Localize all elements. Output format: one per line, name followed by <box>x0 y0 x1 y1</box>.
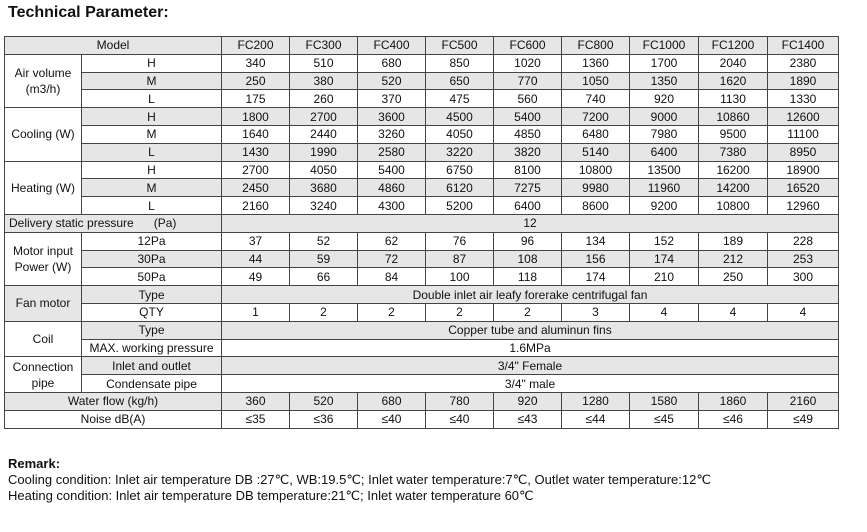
value-cell: 7275 <box>494 179 562 197</box>
value-cell: 3240 <box>290 197 358 215</box>
value-cell: 2700 <box>222 161 290 179</box>
value-cell: 2450 <box>222 179 290 197</box>
value-cell: 1890 <box>768 72 839 90</box>
value-cell: 4850 <box>494 125 562 143</box>
value-cell: 12960 <box>768 197 839 215</box>
cooling-condition: Cooling condition: Inlet air temperature DB :27℃, WB:19.5℃; Inlet water temperature:7℃, Outlet water temperature:12℃ <box>8 472 711 487</box>
table-row <box>5 250 839 268</box>
coil-label: Coil <box>5 321 82 357</box>
value-cell: 10800 <box>562 161 630 179</box>
water-flow-label: Water flow (kg/h) <box>5 392 222 410</box>
table-row <box>5 161 839 179</box>
value-cell: 13500 <box>630 161 699 179</box>
value-cell: 4 <box>630 303 699 321</box>
value-cell: 18900 <box>768 161 839 179</box>
value-cell: 174 <box>630 250 699 268</box>
value-cell: 560 <box>494 90 562 108</box>
value-cell: 49 <box>222 268 290 286</box>
value-cell: 8100 <box>494 161 562 179</box>
delivery-pressure-label: Delivery static pressure (Pa) <box>5 214 222 232</box>
value-cell: 520 <box>290 392 358 410</box>
table-row <box>5 54 839 72</box>
heating-label: Heating (W) <box>5 161 82 214</box>
value-cell: 9980 <box>562 179 630 197</box>
value-cell: 250 <box>222 72 290 90</box>
value-cell: 1050 <box>562 72 630 90</box>
value-cell: 37 <box>222 232 290 250</box>
value-cell: 7980 <box>630 125 699 143</box>
value-cell: 2160 <box>768 392 839 410</box>
value-cell: 76 <box>426 232 494 250</box>
model-header: FC200 <box>222 37 290 55</box>
value-cell: 3820 <box>494 143 562 161</box>
value-cell: 4860 <box>358 179 426 197</box>
sub-label: QTY <box>82 303 222 321</box>
value-cell: ≤44 <box>562 410 630 428</box>
noise-label: Noise dB(A) <box>5 410 222 428</box>
motor-power-label: Motor input Power (W) <box>5 232 82 285</box>
value-cell: 650 <box>426 72 494 90</box>
value-cell: 1580 <box>630 392 699 410</box>
value-cell: 1350 <box>630 72 699 90</box>
value-cell: 72 <box>358 250 426 268</box>
value-cell: 6480 <box>562 125 630 143</box>
value-cell: 9500 <box>699 125 768 143</box>
value-cell: 8950 <box>768 143 839 161</box>
value-cell: 250 <box>699 268 768 286</box>
sub-label: H <box>82 108 222 126</box>
header-row <box>5 37 839 55</box>
sub-label: L <box>82 197 222 215</box>
sub-label: MAX. working pressure <box>82 339 222 357</box>
value-cell: 1800 <box>222 108 290 126</box>
value-cell: 5140 <box>562 143 630 161</box>
value-cell: 340 <box>222 54 290 72</box>
table-row <box>5 179 839 197</box>
value-cell: ≤46 <box>699 410 768 428</box>
value-cell: 118 <box>494 268 562 286</box>
cooling-label: Cooling (W) <box>5 108 82 161</box>
value-cell: 4 <box>699 303 768 321</box>
value-cell: 134 <box>562 232 630 250</box>
table-row <box>5 392 839 410</box>
value-cell: ≤45 <box>630 410 699 428</box>
remark-section <box>8 456 711 504</box>
heating-condition: Heating condition: Inlet air temperature DB temperature:21℃; Inlet water temperature 60℃ <box>8 488 534 503</box>
value-cell: ≤43 <box>494 410 562 428</box>
condensate-value: 3/4" male <box>222 375 839 393</box>
value-cell: 1130 <box>699 90 768 108</box>
value-cell: 3220 <box>426 143 494 161</box>
sub-label: 50Pa <box>82 268 222 286</box>
value-cell: 3680 <box>290 179 358 197</box>
value-cell: 2700 <box>290 108 358 126</box>
value-cell: 510 <box>290 54 358 72</box>
value-cell: 7200 <box>562 108 630 126</box>
value-cell: 16520 <box>768 179 839 197</box>
value-cell: 16200 <box>699 161 768 179</box>
value-cell: 1360 <box>562 54 630 72</box>
value-cell: 210 <box>630 268 699 286</box>
value-cell: 1860 <box>699 392 768 410</box>
value-cell: 156 <box>562 250 630 268</box>
value-cell: 2 <box>358 303 426 321</box>
table-row <box>5 286 839 304</box>
fan-type-value: Double inlet air leafy forerake centrifugal fan <box>222 286 839 304</box>
air-volume-label: Air volume (m3/h) <box>5 54 82 107</box>
sub-label: M <box>82 72 222 90</box>
value-cell: 253 <box>768 250 839 268</box>
model-header: FC600 <box>494 37 562 55</box>
model-header: FC1000 <box>630 37 699 55</box>
value-cell: 189 <box>699 232 768 250</box>
sub-label: M <box>82 179 222 197</box>
value-cell: 66 <box>290 268 358 286</box>
table-row <box>5 125 839 143</box>
value-cell: 11100 <box>768 125 839 143</box>
value-cell: 44 <box>222 250 290 268</box>
sub-label: L <box>82 143 222 161</box>
technical-parameter-table <box>4 36 839 429</box>
value-cell: 6400 <box>494 197 562 215</box>
model-header: FC300 <box>290 37 358 55</box>
fan-motor-label: Fan motor <box>5 286 82 322</box>
value-cell: 2 <box>494 303 562 321</box>
value-cell: 87 <box>426 250 494 268</box>
value-cell: 300 <box>768 268 839 286</box>
value-cell: 3 <box>562 303 630 321</box>
value-cell: 1020 <box>494 54 562 72</box>
coil-pressure-value: 1.6MPa <box>222 339 839 357</box>
table-row <box>5 303 839 321</box>
value-cell: 780 <box>426 392 494 410</box>
remark-title: Remark: <box>8 456 61 471</box>
sub-label: Type <box>82 321 222 339</box>
value-cell: 680 <box>358 392 426 410</box>
value-cell: 1330 <box>768 90 839 108</box>
sub-label: Type <box>82 286 222 304</box>
model-header: FC500 <box>426 37 494 55</box>
value-cell: 475 <box>426 90 494 108</box>
value-cell: 100 <box>426 268 494 286</box>
sub-label: 30Pa <box>82 250 222 268</box>
value-cell: 2 <box>426 303 494 321</box>
value-cell: 520 <box>358 72 426 90</box>
value-cell: 680 <box>358 54 426 72</box>
sub-label: H <box>82 54 222 72</box>
table-row <box>5 143 839 161</box>
value-cell: 1 <box>222 303 290 321</box>
value-cell: 59 <box>290 250 358 268</box>
value-cell: 7380 <box>699 143 768 161</box>
value-cell: 4500 <box>426 108 494 126</box>
value-cell: ≤40 <box>426 410 494 428</box>
sub-label: M <box>82 125 222 143</box>
value-cell: 4050 <box>290 161 358 179</box>
value-cell: 9000 <box>630 108 699 126</box>
value-cell: 9200 <box>630 197 699 215</box>
value-cell: 11960 <box>630 179 699 197</box>
table-row <box>5 375 839 393</box>
value-cell: 2040 <box>699 54 768 72</box>
sub-label: Inlet and outlet <box>82 357 222 375</box>
sub-label: 12Pa <box>82 232 222 250</box>
value-cell: 3600 <box>358 108 426 126</box>
model-header: FC1400 <box>768 37 839 55</box>
value-cell: 228 <box>768 232 839 250</box>
value-cell: 770 <box>494 72 562 90</box>
value-cell: 2160 <box>222 197 290 215</box>
table-row <box>5 232 839 250</box>
table-row <box>5 357 839 375</box>
value-cell: 4 <box>768 303 839 321</box>
value-cell: 850 <box>426 54 494 72</box>
value-cell: 5200 <box>426 197 494 215</box>
value-cell: 6120 <box>426 179 494 197</box>
table-row <box>5 90 839 108</box>
value-cell: 175 <box>222 90 290 108</box>
connection-pipe-label: Connection pipe <box>5 357 82 393</box>
value-cell: 6400 <box>630 143 699 161</box>
value-cell: 380 <box>290 72 358 90</box>
value-cell: ≤35 <box>222 410 290 428</box>
value-cell: 5400 <box>494 108 562 126</box>
value-cell: 52 <box>290 232 358 250</box>
value-cell: 4300 <box>358 197 426 215</box>
value-cell: 2580 <box>358 143 426 161</box>
value-cell: 1640 <box>222 125 290 143</box>
value-cell: 1990 <box>290 143 358 161</box>
value-cell: 920 <box>494 392 562 410</box>
sub-label: Condensate pipe <box>82 375 222 393</box>
value-cell: 84 <box>358 268 426 286</box>
sub-label: H <box>82 161 222 179</box>
delivery-pressure-value: 12 <box>222 214 839 232</box>
table-row <box>5 72 839 90</box>
value-cell: ≤40 <box>358 410 426 428</box>
value-cell: 2440 <box>290 125 358 143</box>
sub-label: L <box>82 90 222 108</box>
value-cell: 5400 <box>358 161 426 179</box>
table-row <box>5 268 839 286</box>
value-cell: 360 <box>222 392 290 410</box>
model-header: FC800 <box>562 37 630 55</box>
table-row <box>5 410 839 428</box>
value-cell: 4050 <box>426 125 494 143</box>
value-cell: 8600 <box>562 197 630 215</box>
value-cell: ≤36 <box>290 410 358 428</box>
value-cell: ≤49 <box>768 410 839 428</box>
value-cell: 260 <box>290 90 358 108</box>
page-title: Technical Parameter: <box>8 4 169 21</box>
table-row <box>5 197 839 215</box>
value-cell: 96 <box>494 232 562 250</box>
value-cell: 62 <box>358 232 426 250</box>
value-cell: 10860 <box>699 108 768 126</box>
value-cell: 370 <box>358 90 426 108</box>
value-cell: 2380 <box>768 54 839 72</box>
value-cell: 920 <box>630 90 699 108</box>
value-cell: 174 <box>562 268 630 286</box>
value-cell: 6750 <box>426 161 494 179</box>
value-cell: 1700 <box>630 54 699 72</box>
model-header: FC400 <box>358 37 426 55</box>
value-cell: 10800 <box>699 197 768 215</box>
table-row <box>5 339 839 357</box>
value-cell: 1620 <box>699 72 768 90</box>
value-cell: 12600 <box>768 108 839 126</box>
value-cell: 1280 <box>562 392 630 410</box>
table-row <box>5 214 839 232</box>
model-label: Model <box>5 37 222 55</box>
value-cell: 3260 <box>358 125 426 143</box>
value-cell: 108 <box>494 250 562 268</box>
value-cell: 14200 <box>699 179 768 197</box>
value-cell: 212 <box>699 250 768 268</box>
table-row <box>5 321 839 339</box>
value-cell: 152 <box>630 232 699 250</box>
value-cell: 2 <box>290 303 358 321</box>
coil-type-value: Copper tube and aluminun fins <box>222 321 839 339</box>
value-cell: 740 <box>562 90 630 108</box>
table-row <box>5 108 839 126</box>
value-cell: 1430 <box>222 143 290 161</box>
inlet-outlet-value: 3/4" Female <box>222 357 839 375</box>
model-header: FC1200 <box>699 37 768 55</box>
